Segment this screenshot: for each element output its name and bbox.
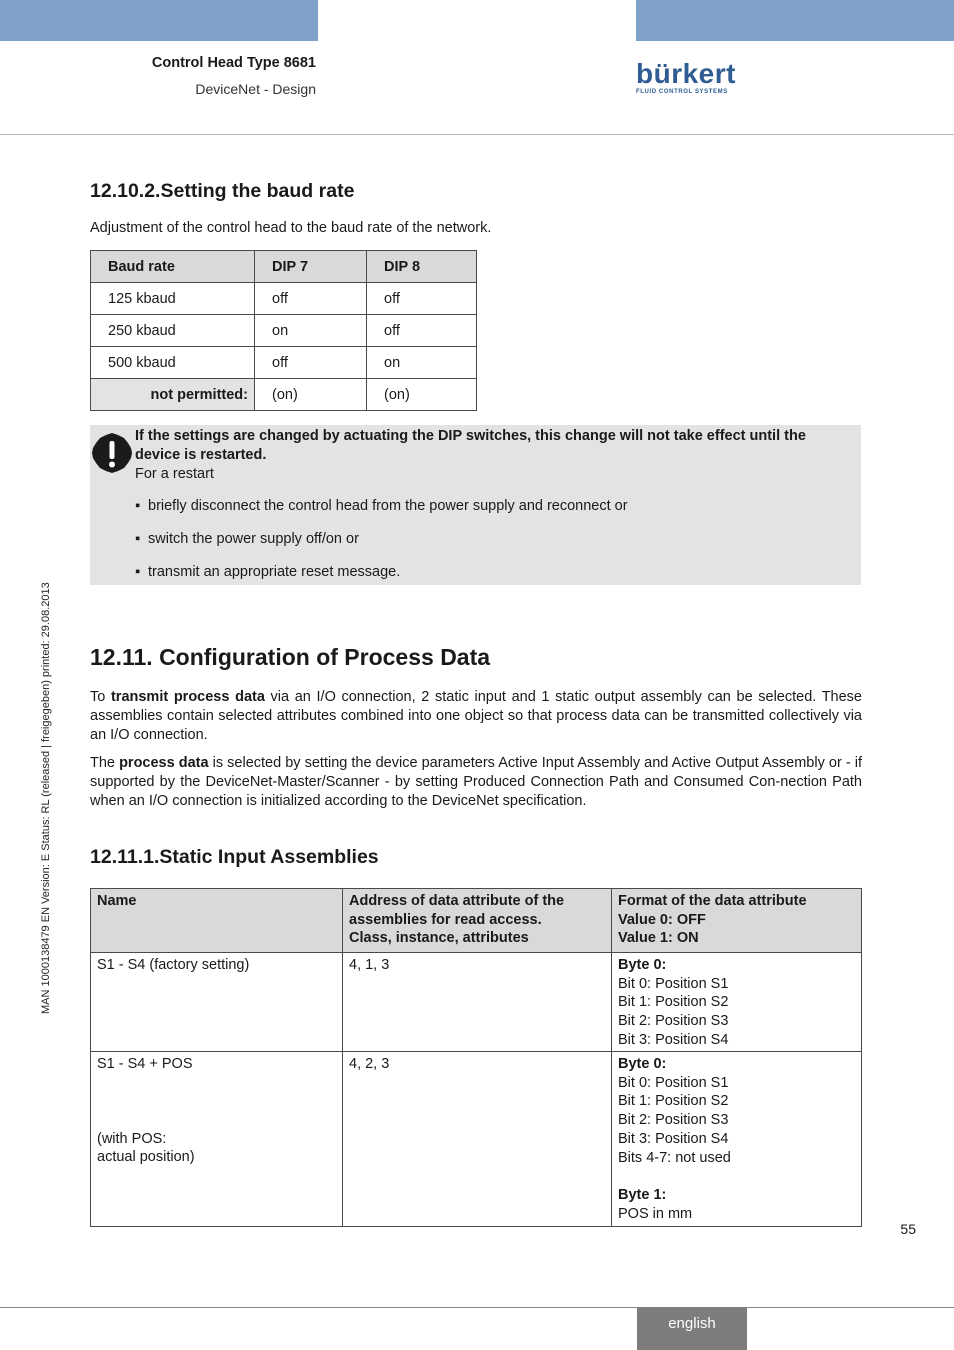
header-accent-bar-left bbox=[0, 0, 318, 41]
cell-text: POS in mm bbox=[618, 1205, 693, 1222]
baud-rate-table bbox=[90, 250, 477, 411]
header-cell bbox=[612, 889, 862, 953]
table-row bbox=[91, 379, 477, 411]
table-row bbox=[91, 315, 477, 347]
cell-text: Bit 2: Position S3 bbox=[618, 1112, 729, 1129]
cell-text: S1 - S4 (factory setting) bbox=[97, 957, 250, 973]
bullet-text: briefly disconnect the control head from the power supply and reconnect or bbox=[148, 498, 628, 514]
heading-baud-rate: 12.10.2.Setting the baud rate bbox=[90, 180, 355, 202]
document-title: Control Head Type 8681 bbox=[151, 55, 316, 71]
document-meta-vertical: MAN 1000138479 EN Version: E Status: RL (released | freigegeben) printed: 29.08.2013 bbox=[40, 582, 52, 1014]
table-cell: 125 kbaud bbox=[91, 283, 255, 315]
table-row bbox=[91, 347, 477, 379]
cell-text: 4, 1, 3 bbox=[349, 957, 390, 973]
bullet-item: ▪ briefly disconnect the control head from the power supply and reconnect or bbox=[135, 498, 628, 514]
cell-text: (with POS: bbox=[97, 1130, 167, 1147]
text-run: The bbox=[90, 755, 120, 771]
bullet-item: ▪ transmit an appropriate reset message. bbox=[135, 564, 401, 580]
cell-text: 4, 2, 3 bbox=[349, 1056, 390, 1072]
cell-text: Bit 2: Position S3 bbox=[618, 1013, 729, 1030]
table-cell bbox=[612, 1052, 862, 1227]
bullet-item: ▪ switch the power supply off/on or bbox=[135, 531, 359, 547]
warning-box bbox=[90, 425, 861, 585]
header-cell: Baud rate bbox=[91, 251, 255, 283]
table-cell: on bbox=[255, 315, 367, 347]
cell-text: Bit 0: Position S1 bbox=[618, 1074, 729, 1091]
table-cell: not permitted: bbox=[91, 379, 255, 411]
cell-text: Bit 3: Position S4 bbox=[618, 1130, 729, 1147]
header-cell: DIP 8 bbox=[367, 251, 477, 283]
header-line: Value 1: ON bbox=[618, 930, 699, 947]
warning-intro: For a restart bbox=[135, 466, 214, 482]
header-line: assemblies for read access. bbox=[349, 911, 542, 928]
cell-text: Byte 0: bbox=[618, 1056, 667, 1072]
cell-text: Bit 1: Position S2 bbox=[618, 1093, 729, 1110]
header-divider bbox=[0, 134, 954, 135]
logo-tagline: FLUID CONTROL SYSTEMS bbox=[636, 89, 728, 95]
header-line: Class, instance, attributes bbox=[349, 930, 529, 947]
heading-configuration: 12.11. Configuration of Process Data bbox=[90, 644, 491, 670]
bullet-text: switch the power supply off/on or bbox=[148, 531, 359, 547]
header-line: Address of data attribute of the bbox=[349, 893, 565, 909]
language-tab: english bbox=[637, 1307, 747, 1350]
exclamation-icon bbox=[90, 431, 134, 475]
cell-text: Bit 0: Position S1 bbox=[618, 975, 729, 992]
table-row bbox=[91, 953, 862, 1052]
table-cell: (on) bbox=[367, 379, 477, 411]
table-cell bbox=[343, 1052, 612, 1227]
burkert-logo bbox=[636, 60, 736, 95]
table-header-row bbox=[91, 251, 477, 283]
header-cell bbox=[343, 889, 612, 953]
text-run-bold: transmit process data bbox=[110, 689, 265, 705]
header-line: Value 0: OFF bbox=[618, 911, 706, 928]
table-cell bbox=[343, 953, 612, 1052]
table-cell bbox=[91, 953, 343, 1052]
header-cell bbox=[91, 889, 343, 953]
heading-static-input: 12.11.1.Static Input Assemblies bbox=[90, 846, 379, 868]
table-header-row bbox=[91, 889, 862, 953]
cell-text: Byte 1: bbox=[618, 1186, 667, 1203]
table-cell: 250 kbaud bbox=[91, 315, 255, 347]
cell-text: Bit 1: Position S2 bbox=[618, 994, 729, 1011]
table-cell: off bbox=[367, 283, 477, 315]
table-row bbox=[91, 283, 477, 315]
footer-divider bbox=[0, 1307, 954, 1308]
table-cell: 500 kbaud bbox=[91, 347, 255, 379]
text-run: is selected by setting the device parameters Active Input Assembly and Active Output Assembly or - if supported by the DeviceNet-Master/Scanner - by setting Produced Connection Path and Consumed Con-nection Path when an I/O connection is initialized according to the DeviceNet specification. bbox=[90, 755, 862, 809]
table-cell bbox=[91, 1052, 343, 1227]
table-cell: off bbox=[255, 283, 367, 315]
table-cell bbox=[612, 953, 862, 1052]
header-line: Name bbox=[97, 893, 137, 909]
baud-intro: Adjustment of the control head to the baud rate of the network. bbox=[90, 220, 492, 236]
table-cell: off bbox=[367, 315, 477, 347]
static-input-assemblies-table bbox=[90, 888, 862, 1227]
text-run: via an I/O connection, 2 static input and 1 static output assembly can be selected. These assemblies contain selected attributes combined into one object so that process data can be transmitted collectively via an I/O connection. bbox=[90, 689, 862, 743]
table-row bbox=[91, 1052, 862, 1227]
cell-text: S1 - S4 + POS bbox=[97, 1056, 193, 1072]
header-cell: DIP 7 bbox=[255, 251, 367, 283]
table-cell: off bbox=[255, 347, 367, 379]
logo-wordmark: bürkert bbox=[636, 58, 736, 89]
cell-text: Bits 4-7: not used bbox=[618, 1149, 731, 1166]
config-paragraph-1 bbox=[90, 688, 862, 745]
cell-text: actual position) bbox=[97, 1149, 195, 1166]
header-line: Format of the data attribute bbox=[618, 893, 807, 909]
table-cell: (on) bbox=[255, 379, 367, 411]
header-accent-bar-right bbox=[636, 0, 954, 41]
document-subtitle: DeviceNet - Design bbox=[195, 81, 316, 97]
config-paragraph-2 bbox=[90, 754, 862, 811]
page-number: 55 bbox=[900, 1221, 916, 1237]
text-run-bold: process data bbox=[119, 755, 209, 771]
cell-text: Bit 3: Position S4 bbox=[618, 1031, 729, 1048]
table-cell: on bbox=[367, 347, 477, 379]
warning-headline: If the settings are changed by actuating the DIP switches, this change will not take effect until the device is restarted. bbox=[135, 428, 806, 463]
bullet-text: transmit an appropriate reset message. bbox=[148, 564, 401, 580]
cell-text: Byte 0: bbox=[618, 957, 667, 973]
text-run: To bbox=[90, 689, 111, 705]
